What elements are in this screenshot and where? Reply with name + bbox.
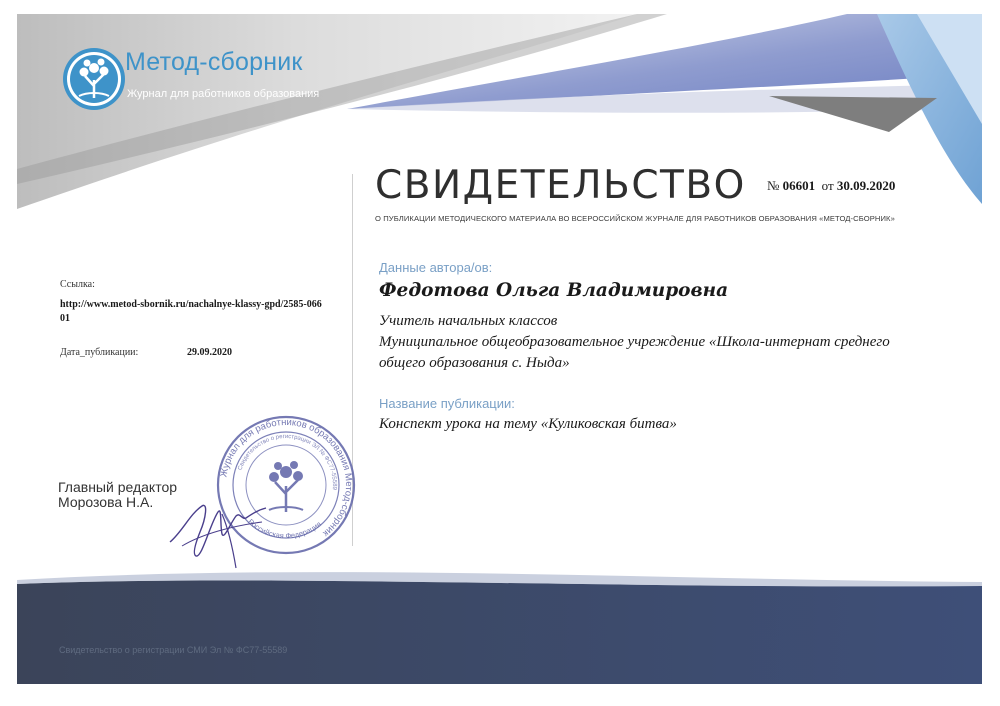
tree-logo-icon bbox=[61, 46, 127, 112]
publication-date: 29.09.2020 bbox=[187, 347, 232, 358]
brand-name: Метод-сборник bbox=[125, 48, 303, 76]
number-prefix: № bbox=[767, 178, 780, 193]
publication-label: Название публикации: bbox=[379, 396, 515, 411]
stamp-bottom-text: Российская Федерация bbox=[246, 517, 323, 541]
editor-role: Главный редактор bbox=[58, 479, 178, 495]
author-name: Федотова Ольга Владимировна bbox=[379, 280, 729, 301]
certificate-page bbox=[17, 14, 982, 684]
author-position: Учитель начальных классов bbox=[379, 313, 558, 329]
number-value: 06601 bbox=[782, 178, 816, 193]
certificate-subtitle: О ПУБЛИКАЦИИ МЕТОДИЧЕСКОГО МАТЕРИАЛА ВО ВСЕРОССИЙСКОМ ЖУРНАЛЕ ДЛЯ РАБОТНИКОВ ОБРАЗОВАНИЯ «МЕТОД-СБОРНИК» bbox=[375, 214, 895, 223]
editor-signature bbox=[162, 484, 282, 574]
issue-date: 30.09.2020 bbox=[836, 178, 896, 193]
publication-link[interactable]: http://www.metod-sbornik.ru/nachalnye-klassy-gpd/2585-06601 bbox=[60, 299, 322, 324]
footer-registration: Свидетельство о регистрации СМИ Эл № ФС77-55589 bbox=[59, 645, 288, 655]
certificate-number bbox=[767, 178, 895, 194]
editor-name: Морозова Н.А. bbox=[58, 494, 154, 510]
editor-block bbox=[58, 480, 177, 510]
date-prefix: от bbox=[821, 178, 834, 193]
pub-date-label: Дата_публикации: bbox=[60, 347, 139, 358]
author-label: Данные автора/ов: bbox=[379, 260, 493, 275]
author-organization: Муниципальное общеобразовательное учреждение «Школа-интернат среднего общего образования с. Ныда» bbox=[379, 334, 890, 371]
link-label: Ссылка: bbox=[60, 279, 95, 290]
brand-tagline: Журнал для работников образования bbox=[127, 88, 320, 100]
publication-title: Конспект урока на тему «Куликовская битва» bbox=[379, 416, 677, 432]
stamp-inner-text: Свидетельство о регистрации ЭЛ № ФС77-55589 bbox=[237, 433, 338, 491]
certificate-title: СВИДЕТЕЛЬСТВО bbox=[375, 163, 746, 208]
stamp-outer-text: Журнал для работников образования Метод-сборник bbox=[218, 416, 355, 539]
